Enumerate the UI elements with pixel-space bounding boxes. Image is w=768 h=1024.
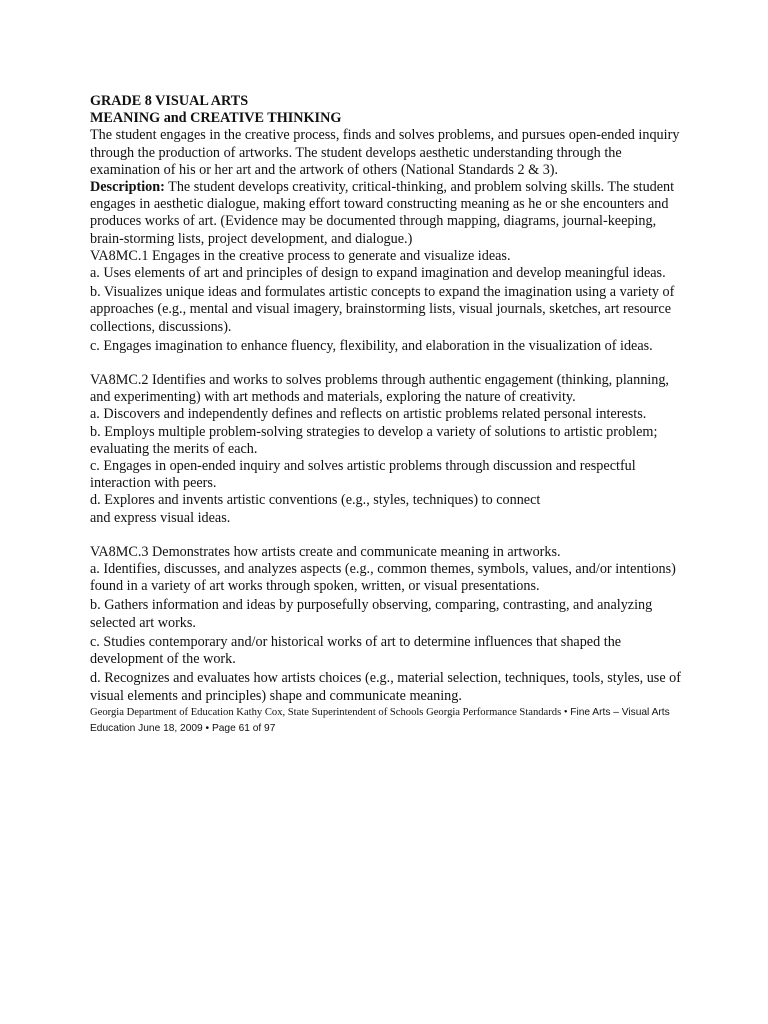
document-body — [90, 93, 690, 737]
element-mc2-d-line2: and express visual ideas. — [90, 509, 231, 526]
page-footer — [90, 705, 690, 737]
element-mc1-b: b. Visualizes unique ideas and formulates artistic concepts to expand the imagination using a variety of approaches (e.g., mental and visual imagery, brainstorming lists, visual journals, sketches, art resource collections, discussions). — [90, 284, 675, 335]
description-text: The student develops creativity, critical-thinking, and problem solving skills. The student engages in aesthetic dialogue, making effort toward constructing meaning as he or she encounters and produces works of art. (Evidence may be documented through mapping, diagrams, journal-keeping, brain-storming lists, project development, and dialogue.) — [90, 179, 675, 247]
element-mc3-a: a. Identifies, discusses, and analyzes aspects (e.g., common themes, symbols, values, and/or intentions) found in a variety of art works through spoken, written, or visual presentations. — [90, 561, 676, 595]
element-mc2-d-line1: d. Explores and invents artistic conventions (e.g., styles, techniques) to connect — [90, 492, 541, 509]
element-mc1-c: c. Engages imagination to enhance fluency, flexibility, and elaboration in the visualization of ideas. — [90, 337, 653, 354]
strand-heading: MEANING and CREATIVE THINKING — [90, 110, 342, 127]
element-mc3-c: c. Studies contemporary and/or historical works of art to determine influences that shaped the development of the work. — [90, 633, 622, 668]
intro-paragraph: The student engages in the creative process, finds and solves problems, and pursues open-ended inquiry through the production of artworks. The student develops aesthetic understanding through the examination of his or her art and the artwork of others (National Standards 2 & 3). — [90, 127, 680, 178]
footer-source: Georgia Department of Education Kathy Cox, State Superintendent of Schools Georgia Performance Standards • — [90, 706, 571, 718]
grade-heading: GRADE 8 VISUAL ARTS — [90, 93, 249, 109]
standard-mc2: VA8MC.2 Identifies and works to solves problems through authentic engagement (thinking, planning, and experimenting) with art methods and materials, exploring the nature of creativity. — [90, 372, 669, 406]
element-mc3-b: b. Gathers information and ideas by purposefully observing, comparing, contrasting, and analyzing selected art works. — [90, 597, 653, 631]
standard-mc1: VA8MC.1 Engages in the creative process to generate and visualize ideas. — [90, 247, 511, 264]
footer-page-info: Fine Arts – Visual Arts Education June 18, 2009 • Page 61 of 97 — [90, 706, 670, 734]
element-mc2-b: b. Employs multiple problem-solving strategies to develop a variety of solutions to artistic problem; evaluating the merits of each. — [90, 423, 658, 457]
element-mc3-d: d. Recognizes and evaluates how artists choices (e.g., material selection, techniques, tools, styles, use of visual elements and principles) shape and communicate meaning. — [90, 670, 681, 704]
description-label: Description: — [90, 179, 165, 196]
standard-mc3: VA8MC.3 Demonstrates how artists create and communicate meaning in artworks. — [90, 543, 561, 560]
element-mc2-c: c. Engages in open-ended inquiry and solves artistic problems through discussion and respectful interaction with peers. — [90, 458, 636, 492]
element-mc1-a: a. Uses elements of art and principles of design to expand imagination and develop meaningful ideas. — [90, 265, 666, 282]
element-mc2-a: a. Discovers and independently defines and reflects on artistic problems related personal interests. — [90, 406, 647, 423]
description-paragraph — [90, 179, 690, 248]
